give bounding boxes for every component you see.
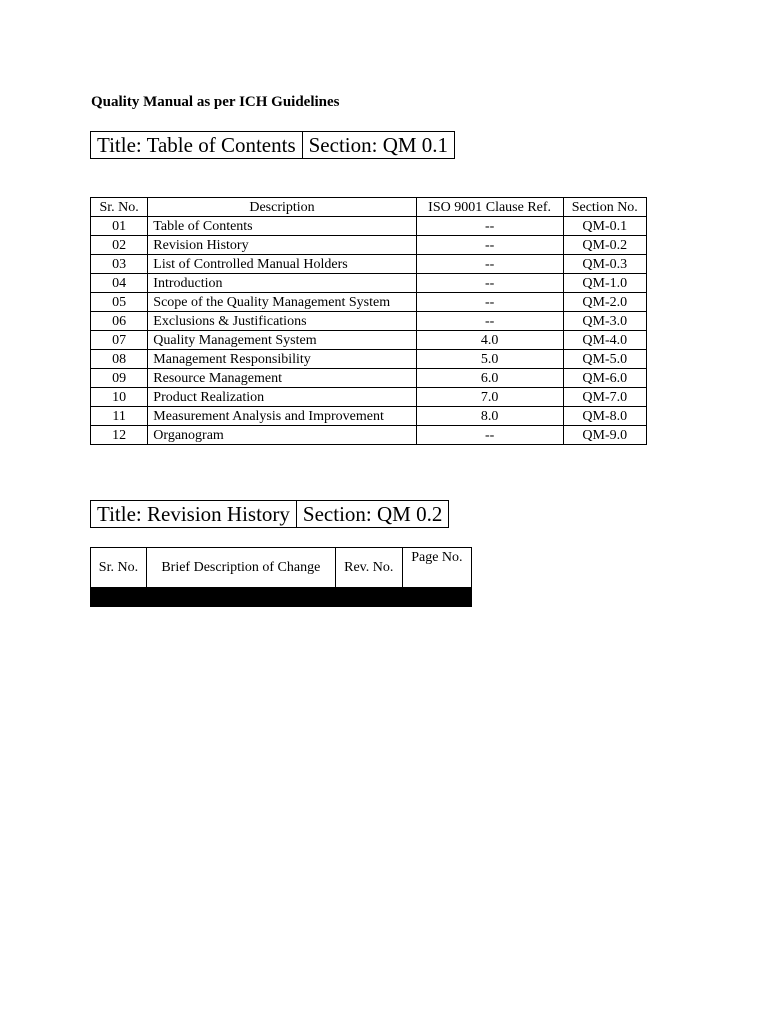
- revision-history-table: [90, 547, 472, 607]
- table-row: [91, 426, 647, 445]
- revision-empty-row: [91, 588, 472, 607]
- toc-cell-description: Revision History: [148, 236, 416, 255]
- toc-cell-section-no: QM-8.0: [563, 407, 646, 426]
- toc-cell-iso-clause: --: [416, 426, 563, 445]
- toc-cell-description: Resource Management: [148, 369, 416, 388]
- toc-cell-sr-no: 01: [91, 217, 148, 236]
- revision-title-box: [90, 500, 449, 528]
- toc-cell-sr-no: 09: [91, 369, 148, 388]
- table-row: [91, 236, 647, 255]
- toc-cell-iso-clause: --: [416, 236, 563, 255]
- toc-section: Section: QM 0.1: [302, 132, 454, 158]
- revision-cell: [91, 588, 147, 607]
- revision-header-sr-no: Sr. No.: [91, 548, 147, 588]
- toc-title-box: [90, 131, 455, 159]
- toc-cell-sr-no: 08: [91, 350, 148, 369]
- revision-title: Title: Revision History: [97, 502, 290, 526]
- toc-cell-section-no: QM-0.1: [563, 217, 646, 236]
- toc-cell-section-no: QM-2.0: [563, 293, 646, 312]
- toc-cell-description: Organogram: [148, 426, 416, 445]
- toc-cell-sr-no: 06: [91, 312, 148, 331]
- table-row: [91, 350, 647, 369]
- toc-cell-description: Exclusions & Justifications: [148, 312, 416, 331]
- toc-cell-iso-clause: --: [416, 217, 563, 236]
- toc-cell-sr-no: 12: [91, 426, 148, 445]
- toc-cell-iso-clause: 4.0: [416, 331, 563, 350]
- toc-cell-description: Table of Contents: [148, 217, 416, 236]
- revision-cell: [335, 588, 402, 607]
- toc-cell-iso-clause: --: [416, 255, 563, 274]
- toc-cell-sr-no: 05: [91, 293, 148, 312]
- toc-cell-section-no: QM-0.3: [563, 255, 646, 274]
- toc-cell-iso-clause: 7.0: [416, 388, 563, 407]
- toc-cell-sr-no: 10: [91, 388, 148, 407]
- toc-header-description: Description: [148, 198, 416, 217]
- table-of-contents: [90, 197, 647, 445]
- table-row: [91, 369, 647, 388]
- toc-cell-description: Introduction: [148, 274, 416, 293]
- toc-cell-sr-no: 07: [91, 331, 148, 350]
- toc-cell-iso-clause: 8.0: [416, 407, 563, 426]
- toc-header-sr-no: Sr. No.: [91, 198, 148, 217]
- table-row: [91, 293, 647, 312]
- toc-body: [91, 217, 647, 445]
- table-row: [91, 274, 647, 293]
- revision-header-row: [91, 548, 472, 588]
- revision-cell: [402, 588, 471, 607]
- revision-header-rev-no: Rev. No.: [335, 548, 402, 588]
- toc-cell-iso-clause: 6.0: [416, 369, 563, 388]
- toc-title: Title: Table of Contents: [97, 133, 296, 157]
- toc-cell-section-no: QM-7.0: [563, 388, 646, 407]
- toc-cell-section-no: QM-1.0: [563, 274, 646, 293]
- table-row: [91, 407, 647, 426]
- toc-cell-section-no: QM-6.0: [563, 369, 646, 388]
- toc-cell-iso-clause: --: [416, 293, 563, 312]
- toc-cell-sr-no: 11: [91, 407, 148, 426]
- toc-cell-iso-clause: --: [416, 274, 563, 293]
- toc-cell-sr-no: 02: [91, 236, 148, 255]
- toc-cell-section-no: QM-9.0: [563, 426, 646, 445]
- toc-cell-section-no: QM-3.0: [563, 312, 646, 331]
- toc-cell-description: Management Responsibility: [148, 350, 416, 369]
- toc-cell-section-no: QM-4.0: [563, 331, 646, 350]
- toc-cell-description: List of Controlled Manual Holders: [148, 255, 416, 274]
- table-row: [91, 388, 647, 407]
- toc-cell-section-no: QM-0.2: [563, 236, 646, 255]
- revision-header-page-no: Page No.: [402, 548, 471, 588]
- toc-cell-iso-clause: 5.0: [416, 350, 563, 369]
- toc-cell-description: Product Realization: [148, 388, 416, 407]
- revision-cell: [146, 588, 335, 607]
- toc-cell-iso-clause: --: [416, 312, 563, 331]
- toc-cell-section-no: QM-5.0: [563, 350, 646, 369]
- toc-header-section-no: Section No.: [563, 198, 646, 217]
- table-row: [91, 331, 647, 350]
- toc-header-row: [91, 198, 647, 217]
- table-row: [91, 255, 647, 274]
- toc-header-iso-clause: ISO 9001 Clause Ref.: [416, 198, 563, 217]
- toc-cell-sr-no: 04: [91, 274, 148, 293]
- toc-cell-sr-no: 03: [91, 255, 148, 274]
- table-row: [91, 312, 647, 331]
- revision-section: Section: QM 0.2: [296, 501, 448, 527]
- toc-cell-description: Scope of the Quality Management System: [148, 293, 416, 312]
- document-heading: Quality Manual as per ICH Guidelines: [91, 94, 340, 110]
- toc-cell-description: Measurement Analysis and Improvement: [148, 407, 416, 426]
- table-row: [91, 217, 647, 236]
- toc-cell-description: Quality Management System: [148, 331, 416, 350]
- revision-header-description: Brief Description of Change: [146, 548, 335, 588]
